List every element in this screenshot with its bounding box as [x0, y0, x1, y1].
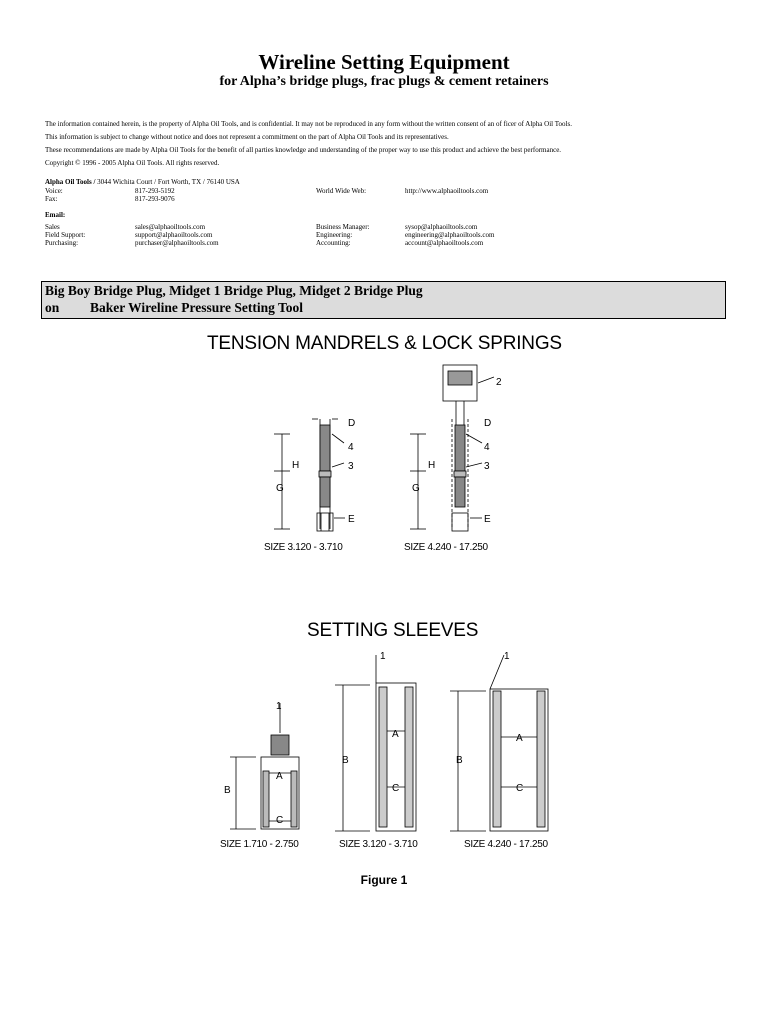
callout-h-1: H — [292, 460, 300, 471]
callout-g-2: G — [412, 483, 420, 494]
sleeve1-callout-b: B — [224, 785, 231, 796]
banner-on: on — [45, 300, 60, 315]
product-banner — [41, 281, 726, 319]
web-label: World Wide Web: — [316, 187, 367, 195]
confidentiality-notice: The information contained herein, is the property of Alpha Oil Tools, and is confidential. It may not be reproduced in any form without the written consent of an of ficer of Alpha Oil Tools. — [45, 120, 572, 128]
callout-3-1: 3 — [348, 461, 354, 472]
callout-h-2: H — [428, 460, 436, 471]
email-label-purchasing: Purchasing: — [45, 239, 79, 247]
email-business-manager[interactable]: sysop@alphaoiltools.com — [405, 223, 478, 231]
callout-e-2: E — [484, 514, 491, 525]
callout-4-1: 4 — [348, 442, 354, 453]
separator: / — [202, 178, 205, 186]
callout-3-2: 3 — [484, 461, 490, 472]
email-support[interactable]: support@alphaoiltools.com — [135, 231, 213, 239]
sleeve1-callout-1: 1 — [276, 701, 282, 712]
sleeve2-callout-c: C — [392, 783, 400, 794]
email-engineering[interactable]: engineering@alphaoiltools.com — [405, 231, 495, 239]
voice-label: Voice: — [45, 187, 63, 195]
email-label-accounting: Accounting: — [316, 239, 351, 247]
sleeve-size-2: SIZE 3.120 - 3.710 — [339, 839, 418, 850]
email-label-sales: Sales — [45, 223, 60, 231]
callout-g-1: G — [276, 483, 284, 494]
sleeve3-callout-c: C — [516, 783, 524, 794]
company-name: Alpha Oil Tools — [45, 178, 92, 186]
sleeve3-callout-b: B — [456, 755, 463, 766]
sleeve-size-1: SIZE 1.710 - 2.750 — [220, 839, 299, 850]
setting-sleeves-drawing — [200, 645, 580, 835]
street-address: 3044 Wichita Court — [97, 178, 153, 186]
city-state: Fort Worth, TX — [157, 178, 202, 186]
callout-d-2: D — [484, 418, 492, 429]
document-subtitle: for Alpha’s bridge plugs, frac plugs & cement retainers — [219, 74, 549, 89]
address-line — [45, 178, 240, 186]
voice-number: 817-293-5192 — [135, 187, 175, 195]
callout-d-1: D — [348, 418, 356, 429]
figure-caption: Figure 1 — [360, 873, 408, 887]
email-purchasing[interactable]: purchaser@alphaoiltools.com — [135, 239, 219, 247]
email-accounting[interactable]: account@alphaoiltools.com — [405, 239, 484, 247]
email-label-support: Field Support: — [45, 231, 86, 239]
sleeve2-callout-1: 1 — [380, 651, 386, 662]
fax-label: Fax: — [45, 195, 58, 203]
sleeve2-callout-b: B — [342, 755, 349, 766]
change-notice: This information is subject to change without notice and does not represent a commitment on the part of Alpha Oil Tools and its representatives. — [45, 133, 449, 141]
tension-size-2: SIZE 4.240 - 17.250 — [404, 542, 488, 553]
sleeve2-callout-a: A — [392, 729, 399, 740]
tension-mandrels-drawing — [200, 355, 580, 570]
banner-products: Big Boy Bridge Plug, Midget 1 Bridge Plug, Midget 2 Bridge Plug — [45, 283, 423, 298]
callout-4-2: 4 — [484, 442, 490, 453]
email-sales[interactable]: sales@alphaoiltools.com — [135, 223, 206, 231]
copyright-notice: Copyright © 1996 - 2005 Alpha Oil Tools. All rights reserved. — [45, 159, 220, 167]
separator: / — [93, 178, 96, 186]
separator: / — [154, 178, 157, 186]
email-heading: Email: — [45, 211, 66, 219]
fax-number: 817-293-9076 — [135, 195, 175, 203]
web-address[interactable]: http://www.alphaoiltools.com — [405, 187, 489, 195]
setting-sleeves-title: SETTING SLEEVES — [307, 620, 479, 641]
callout-e-1: E — [348, 514, 355, 525]
email-label-engineering: Engineering: — [316, 231, 353, 239]
sleeve1-callout-a: A — [276, 771, 283, 782]
callout-2: 2 — [496, 377, 502, 388]
email-label-business-manager: Business Manager: — [316, 223, 370, 231]
tension-size-1: SIZE 3.120 - 3.710 — [264, 542, 343, 553]
sleeve3-callout-1: 1 — [504, 651, 510, 662]
sleeve1-callout-c: C — [276, 815, 284, 826]
tension-mandrels-title: TENSION MANDRELS & LOCK SPRINGS — [207, 333, 562, 354]
recommendation-notice: These recommendations are made by Alpha Oil Tools for the benefit of all parties knowledge and understanding of the proper way to use this product and achieve the best performance. — [45, 146, 562, 154]
banner-tool: Baker Wireline Pressure Setting Tool — [90, 300, 304, 315]
document-title: Wireline Setting Equipment — [258, 50, 510, 74]
zip-country: 76140 USA — [206, 178, 240, 186]
sleeve3-callout-a: A — [516, 733, 523, 744]
sleeve-size-3: SIZE 4.240 - 17.250 — [464, 839, 548, 850]
